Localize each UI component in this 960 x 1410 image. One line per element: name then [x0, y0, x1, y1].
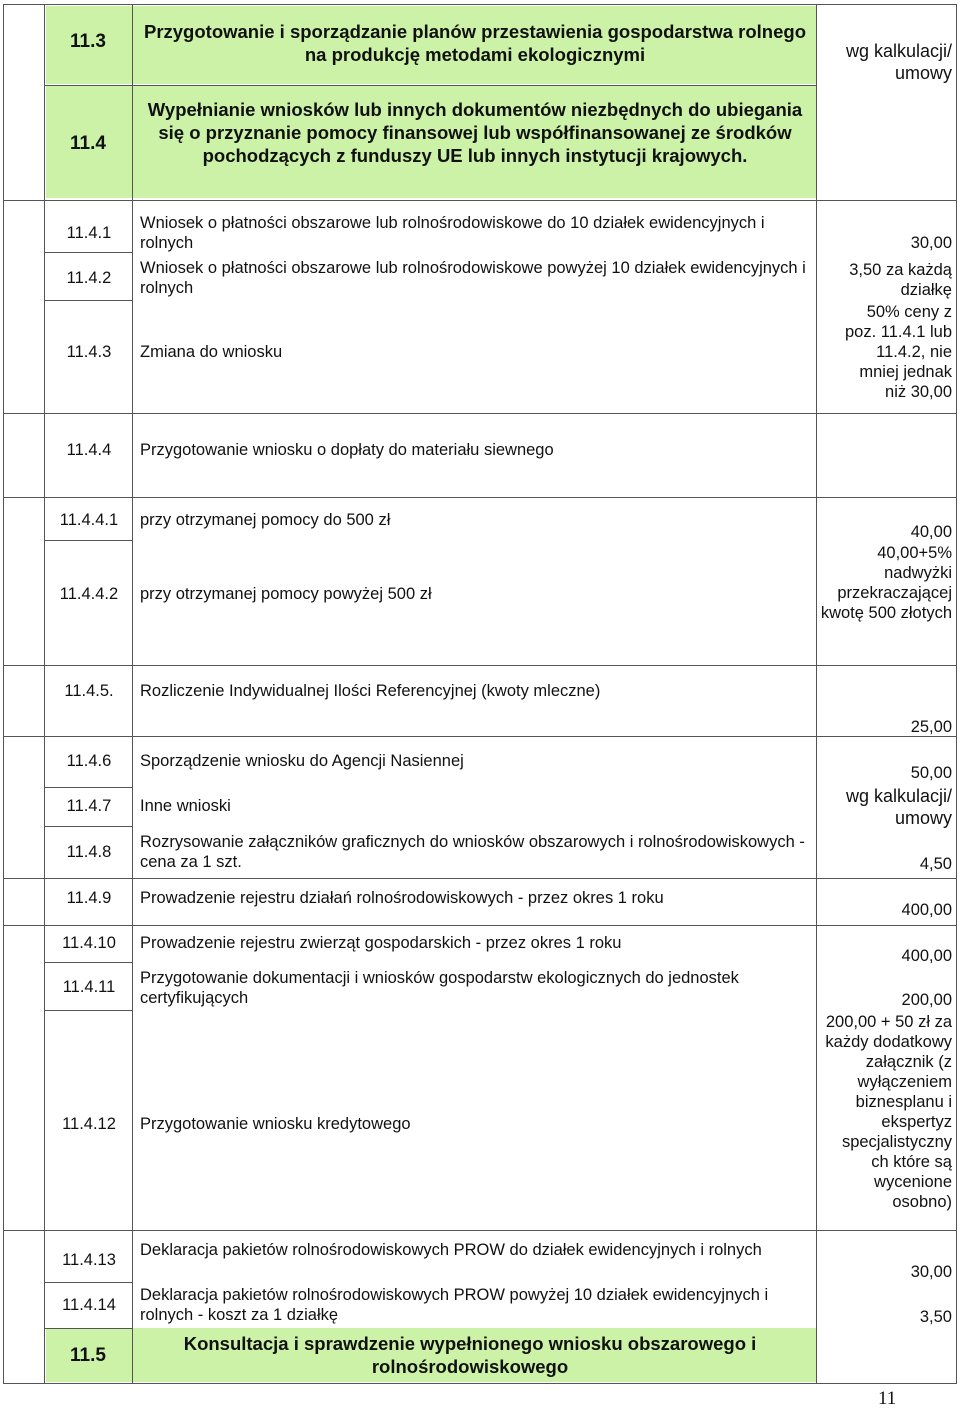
desc-11-3: Przygotowanie i sporządzanie planów przestawienia gospodarstwa rolnego na produkcję metodami ekologicznymi — [143, 21, 806, 65]
divider-11-4-14 — [44, 1282, 133, 1283]
code-11-4-9: 11.4.9 — [66, 889, 112, 907]
code-11-4-11: 11.4.11 — [62, 978, 116, 996]
divider-11-4-13 — [3, 1230, 957, 1231]
desc-11-4-14: Deklaracja pakietów rolnośrodowiskowych PROW powyżej 10 działek ewidencyjnych i rolnych - koszt za 1 działkę — [140, 1286, 769, 1324]
page-number: 11 — [878, 1388, 897, 1409]
divider-11-4-6 — [3, 736, 957, 737]
border-code-right — [132, 4, 133, 1384]
price-11-4-7: wg kalkulacji/ umowy — [845, 786, 952, 828]
code-11-4-7: 11.4.7 — [66, 797, 112, 815]
border-right — [956, 4, 957, 1384]
code-11-4-5: 11.4.5. — [64, 682, 114, 700]
price-11-4-2: 3,50 za każdą działkę — [849, 261, 952, 299]
divider-11-4-4-1 — [3, 497, 957, 498]
desc-11-4-4: Przygotowanie wniosku o dopłaty do materiału siewnego — [140, 441, 554, 459]
desc-11-4-4-2: przy otrzymanej pomocy powyżej 500 zł — [140, 585, 432, 603]
divider-11-4-4-2 — [44, 540, 133, 541]
desc-11-4-11: Przygotowanie dokumentacji i wniosków gospodarstw ekologicznych do jednostek certyfikujących — [140, 969, 739, 1007]
code-11-4-13: 11.4.13 — [62, 1251, 116, 1269]
border-desc-right — [816, 4, 817, 1384]
divider-11-4 — [44, 85, 816, 86]
code-11-4-8: 11.4.8 — [66, 843, 112, 861]
desc-11-4-10: Prowadzenie rejestru zwierząt gospodarskich - przez okres 1 roku — [140, 934, 622, 952]
price-11-3-11-4: wg kalkulacji/ umowy — [845, 41, 952, 83]
divider-11-4-5 — [3, 665, 957, 666]
price-11-4-9: 400,00 — [901, 901, 952, 919]
desc-11-4-12: Przygotowanie wniosku kredytowego — [140, 1115, 411, 1133]
code-11-4-6: 11.4.6 — [66, 752, 112, 770]
price-11-4-4-1: 40,00 — [910, 523, 952, 541]
desc-11-4-13: Deklaracja pakietów rolnośrodowiskowych PROW do działek ewidencyjnych i rolnych — [140, 1241, 762, 1259]
divider-11-4-9 — [3, 878, 957, 879]
code-11-3: 11.3 — [70, 31, 106, 52]
divider-11-4-10 — [3, 925, 957, 926]
price-11-4-10: 400,00 — [901, 947, 952, 965]
divider-11-4-1 — [3, 200, 957, 201]
price-11-4-14: 3,50 — [919, 1308, 952, 1326]
code-11-4-1: 11.4.1 — [66, 224, 112, 242]
desc-11-4-5: Rozliczenie Indywidualnej Ilości Referencyjnej (kwoty mleczne) — [140, 682, 601, 700]
code-11-4-3: 11.4.3 — [66, 343, 112, 361]
code-11-4-14: 11.4.14 — [62, 1296, 116, 1314]
code-11-4-4-2: 11.4.4.2 — [59, 585, 119, 603]
desc-11-4-6: Sporządzenie wniosku do Agencji Nasiennej — [140, 752, 464, 770]
divider-11-4-4 — [3, 413, 957, 414]
code-11-4-10: 11.4.10 — [62, 934, 116, 952]
border-left — [3, 4, 4, 1384]
price-11-4-5: 25,00 — [910, 718, 952, 736]
desc-11-4-4-1: przy otrzymanej pomocy do 500 zł — [140, 511, 391, 529]
code-11-4-2: 11.4.2 — [66, 269, 112, 287]
code-11-4-4: 11.4.4 — [66, 441, 112, 459]
code-11-5: 11.5 — [70, 1345, 106, 1366]
desc-11-4-3: Zmiana do wniosku — [140, 343, 283, 361]
desc-11-4-1: Wniosek o płatności obszarowe lub rolnośrodowiskowe do 10 działek ewidencyjnych i rolnych — [140, 214, 765, 252]
price-11-4-3: 50% ceny z poz. 11.4.1 lub 11.4.2, nie mniej jednak niż 30,00 — [844, 303, 952, 401]
code-11-4: 11.4 — [70, 133, 106, 154]
price-11-4-13: 30,00 — [910, 1263, 952, 1281]
divider-11-4-2 — [44, 252, 133, 253]
divider-11-4-12 — [44, 1010, 133, 1011]
border-code-left — [44, 4, 45, 1384]
desc-11-4: Wypełnianie wniosków lub innych dokumentów niezbędnych do ubiegania się o przyznanie pomocy finansowej lub współfinansowanej ze środków pochodzących z funduszy UE lub innych instytucji krajowych. — [147, 99, 803, 166]
divider-11-4-8 — [44, 826, 133, 827]
divider-11-4-7 — [44, 787, 133, 788]
price-11-4-12: 200,00 + 50 zł za każdy dodatkowy załącznik (z wyłączeniem biznesplanu i ekspertyz specjalistyczny ch które są wycenione osobno) — [825, 1013, 952, 1211]
code-11-4-4-1: 11.4.4.1 — [59, 511, 119, 529]
desc-11-4-8: Rozrysowanie załączników graficznych do wniosków obszarowych i rolnośrodowiskowych - cena za 1 szt. — [140, 833, 805, 871]
price-11-4-11: 200,00 — [901, 991, 952, 1009]
border-top — [3, 4, 957, 5]
divider-11-5 — [44, 1328, 133, 1329]
desc-11-4-2: Wniosek o płatności obszarowe lub rolnośrodowiskowe powyżej 10 działek ewidencyjnych i rolnych — [140, 259, 806, 297]
divider-11-4-11 — [44, 962, 133, 963]
price-11-4-6: 50,00 — [910, 764, 952, 782]
desc-11-4-7: Inne wnioski — [140, 797, 231, 815]
price-11-4-8: 4,50 — [919, 855, 952, 873]
divider-11-4-3 — [44, 300, 133, 301]
code-11-4-12: 11.4.12 — [62, 1115, 116, 1133]
desc-11-4-9: Prowadzenie rejestru działań rolnośrodowiskowych - przez okres 1 roku — [140, 889, 664, 907]
price-11-4-1: 30,00 — [910, 234, 952, 252]
border-bottom — [3, 1383, 957, 1384]
price-11-4-4-2: 40,00+5% nadwyżki przekraczającej kwotę 500 złotych — [820, 544, 952, 622]
desc-11-5: Konsultacja i sprawdzenie wypełnionego wniosku obszarowego i rolnośrodowiskowego — [183, 1333, 757, 1377]
